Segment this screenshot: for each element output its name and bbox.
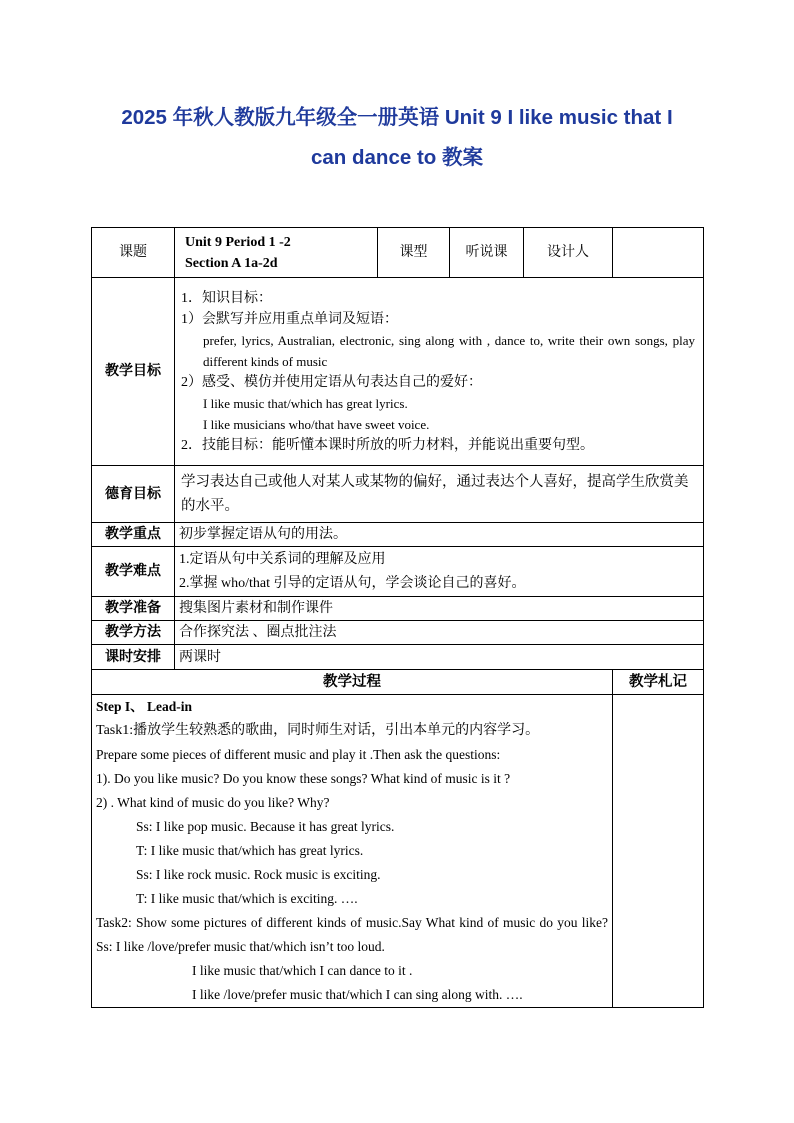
schedule-text: 两课时 — [175, 645, 704, 670]
process-question-2: 2) . What kind of music do you like? Why? — [96, 795, 330, 810]
task-1-text: Task1:播放学生较熟悉的歌曲，同时师生对话，引出本单元的内容学习。 — [96, 723, 540, 738]
lesson-plan-table — [91, 227, 704, 1008]
key-points-row — [92, 523, 704, 547]
prep-label: 教学准备 — [92, 597, 175, 621]
process-line-prepare: Prepare some pieces of different music and play it .Then ask the questions: — [96, 747, 501, 762]
objectives-example-1: I like music that/which has great lyrics. — [203, 395, 408, 411]
designer-label: 设计人 — [524, 228, 613, 278]
document-title — [60, 98, 734, 178]
prep-row — [92, 597, 704, 621]
schedule-row — [92, 645, 704, 670]
dialogue-line-1: Ss: I like pop music. Because it has great lyrics. — [136, 819, 395, 834]
objectives-line-1: 1．知识目标： — [181, 290, 272, 306]
topic-value-line-1: Unit 9 Period 1 -2 — [185, 234, 291, 250]
dialogue-line-2: T: I like music that/which has great lyrics. — [136, 843, 364, 858]
moral-text: 学习表达自己或他人对某人或某物的偏好，通过表达个人喜好，提高学生欣赏美的水平。 — [175, 466, 704, 523]
process-header: 教学过程 — [92, 670, 613, 695]
type-value: 听说课 — [450, 228, 524, 278]
topic-label: 课题 — [92, 228, 175, 278]
key-points-label: 教学重点 — [92, 523, 175, 547]
task-2-line-2: I like music that/which I can dance to it . — [192, 963, 413, 978]
difficulties-label: 教学难点 — [92, 547, 175, 597]
notes-header: 教学札记 — [613, 670, 704, 695]
process-row — [92, 695, 704, 1008]
process-header-row — [92, 670, 704, 695]
method-label: 教学方法 — [92, 621, 175, 645]
objectives-content — [175, 278, 704, 466]
difficulties-content — [175, 547, 704, 597]
method-row — [92, 621, 704, 645]
process-question-1: 1). Do you like music? Do you know these songs? What kind of music is it ? — [96, 771, 511, 786]
difficulties-line-2: 2.掌握 who/that 引导的定语从句，学会谈论自己的喜好。 — [179, 575, 526, 591]
task-2-text: Task2: Show some pictures of different kinds of music.Say What kind of music do you like? Ss: I like /love/prefer music that/which isn’t too loud. — [96, 915, 608, 954]
notes-cell — [613, 695, 704, 1008]
objectives-line-2: 1）会默写并应用重点单词及短语： — [181, 311, 398, 327]
topic-value — [175, 228, 378, 278]
objectives-line-4: 2）感受、模仿并使用定语从句表达自己的爱好： — [181, 374, 482, 390]
topic-value-line-2: Section A 1a-2d — [185, 255, 278, 271]
schedule-label: 课时安排 — [92, 645, 175, 670]
header-row — [92, 228, 704, 278]
difficulties-line-1: 1.定语从句中关系词的理解及应用 — [179, 551, 386, 567]
prep-text: 搜集图片素材和制作课件 — [175, 597, 704, 621]
title-line-2: can dance to 教案 — [310, 146, 483, 169]
objectives-line-7: 2．技能目标：能听懂本课时所放的听力材料，并能说出重要句型。 — [181, 437, 594, 453]
moral-row — [92, 466, 704, 523]
dialogue-line-3: Ss: I like rock music. Rock music is exciting. — [136, 867, 381, 882]
objectives-example-2: I like musicians who/that have sweet voice. — [203, 416, 430, 432]
type-label: 课型 — [378, 228, 450, 278]
objectives-label: 教学目标 — [92, 278, 175, 466]
designer-value — [613, 228, 704, 278]
key-points-text: 初步掌握定语从句的用法。 — [175, 523, 704, 547]
task-2-line-3: I like /love/prefer music that/which I can sing along with. …. — [192, 987, 523, 1002]
objectives-row — [92, 278, 704, 466]
step-1-heading: Step I、 Lead-in — [96, 699, 193, 714]
method-text: 合作探究法 、圈点批注法 — [175, 621, 704, 645]
difficulties-row — [92, 547, 704, 597]
dialogue-line-4: T: I like music that/which is exciting. …. — [136, 891, 358, 906]
objectives-vocab: prefer, lyrics, Australian, electronic, sing along with , dance to, write their own songs, play different kinds of music — [203, 332, 695, 369]
title-line-1: 2025 年秋人教版九年级全一册英语 Unit 9 I like music that I — [121, 106, 673, 129]
process-content — [92, 695, 613, 1008]
moral-label: 德育目标 — [92, 466, 175, 523]
